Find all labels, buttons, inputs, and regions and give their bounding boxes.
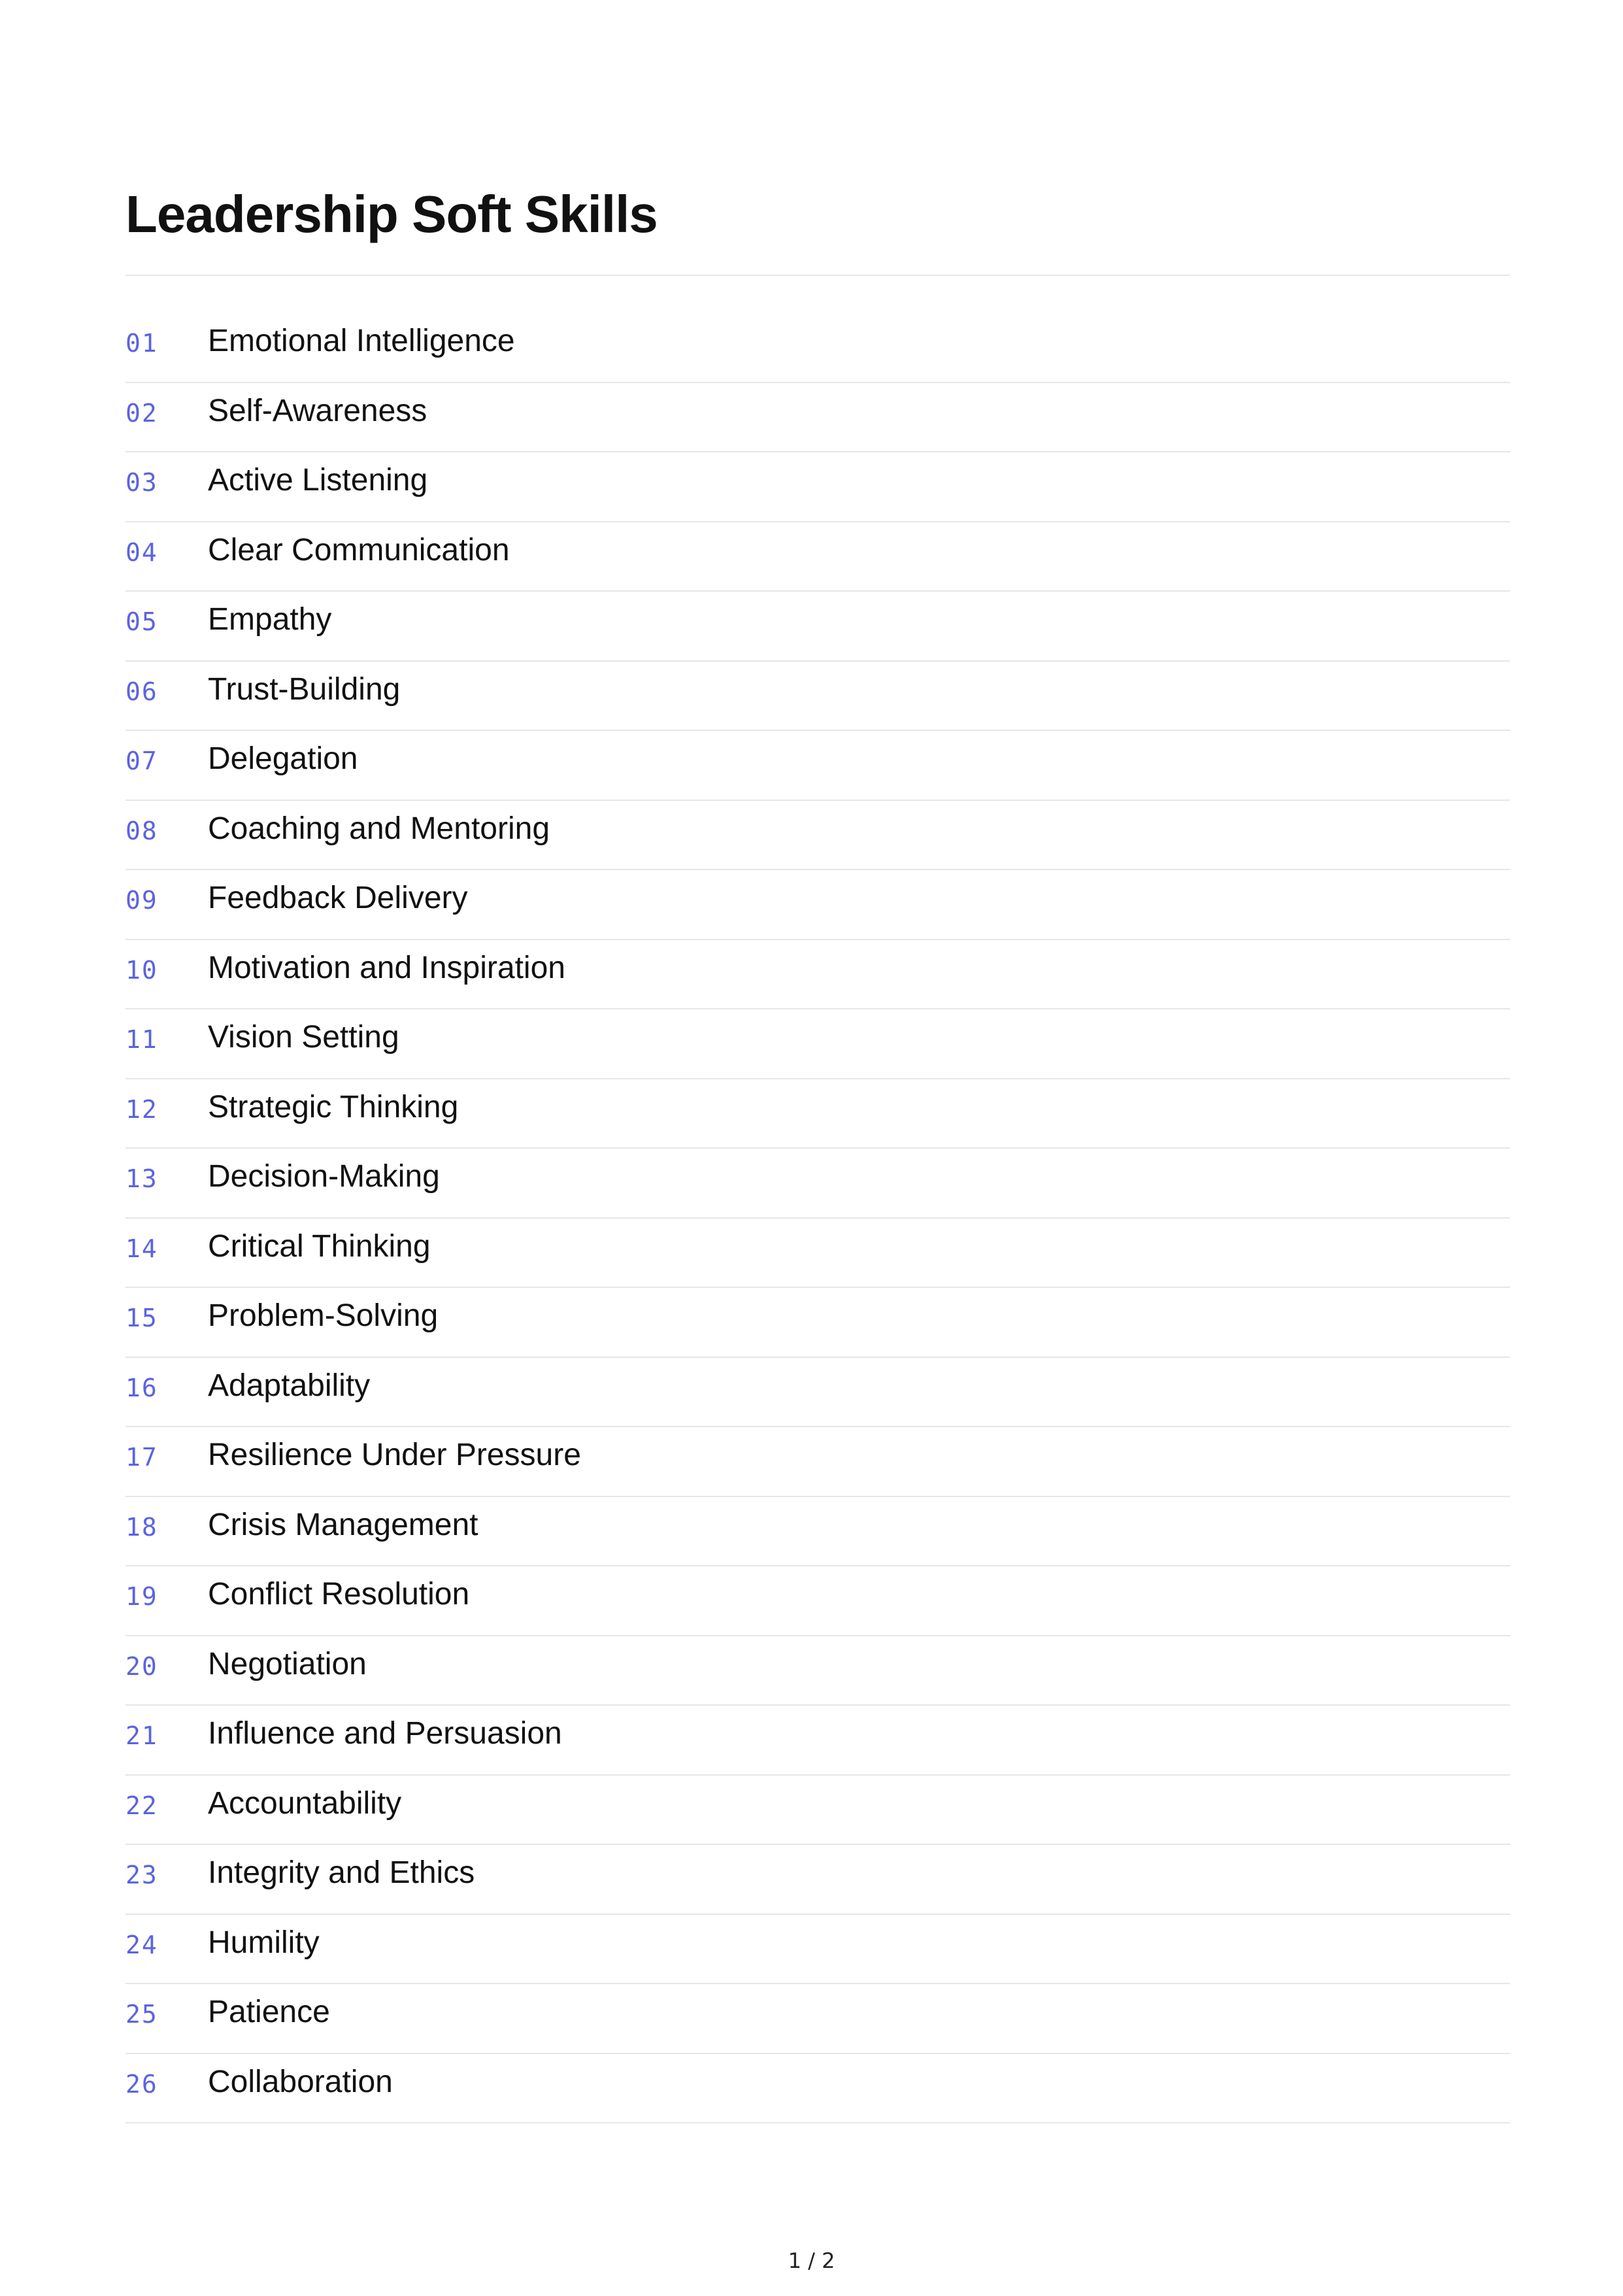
item-number: 16 xyxy=(125,1373,158,1402)
item-number: 04 xyxy=(125,537,158,567)
item-label: Patience xyxy=(208,1995,330,2029)
item-label: Conflict Resolution xyxy=(208,1577,470,1612)
item-number: 18 xyxy=(125,1512,158,1542)
item-label: Emotional Intelligence xyxy=(208,324,515,358)
list-item xyxy=(125,1149,1510,1219)
page-number: 1 / 2 xyxy=(788,2248,835,2273)
item-number: 24 xyxy=(125,1930,158,1959)
page-title: Leadership Soft Skills xyxy=(125,185,658,243)
item-label: Integrity and Ethics xyxy=(208,1855,475,1890)
item-label: Self-Awareness xyxy=(208,393,427,428)
item-label: Crisis Management xyxy=(208,1507,478,1542)
item-number: 03 xyxy=(125,468,158,497)
item-number: 25 xyxy=(125,2000,158,2029)
item-number: 08 xyxy=(125,816,158,845)
list-item xyxy=(125,1219,1510,1289)
list-item xyxy=(125,1497,1510,1567)
item-label: Motivation and Inspiration xyxy=(208,950,565,985)
item-number: 09 xyxy=(125,886,158,915)
item-number: 23 xyxy=(125,1861,158,1889)
item-number: 21 xyxy=(125,1721,158,1750)
item-label: Active Listening xyxy=(208,463,428,498)
item-label: Resilience Under Pressure xyxy=(208,1438,581,1472)
item-number: 05 xyxy=(125,607,158,636)
list-item xyxy=(125,383,1510,453)
item-label: Coaching and Mentoring xyxy=(208,811,550,846)
list-item xyxy=(125,801,1510,871)
list-item xyxy=(125,522,1510,592)
list-item xyxy=(125,731,1510,801)
list-item xyxy=(125,1915,1510,1985)
list-item xyxy=(125,1845,1510,1915)
item-label: Collaboration xyxy=(208,2064,393,2099)
item-number: 13 xyxy=(125,1164,158,1193)
list-item xyxy=(125,870,1510,940)
item-number: 01 xyxy=(125,329,158,358)
item-number: 12 xyxy=(125,1094,158,1124)
item-label: Humility xyxy=(208,1925,320,1960)
list-item xyxy=(125,1358,1510,1428)
item-number: 07 xyxy=(125,747,158,775)
item-number: 19 xyxy=(125,1582,158,1611)
item-label: Negotiation xyxy=(208,1646,367,1681)
list-item xyxy=(125,1706,1510,1776)
item-label: Decision-Making xyxy=(208,1159,440,1194)
item-label: Vision Setting xyxy=(208,1020,399,1055)
item-number: 14 xyxy=(125,1234,158,1263)
item-number: 15 xyxy=(125,1304,158,1332)
list-item xyxy=(125,1009,1510,1079)
list-item xyxy=(125,1636,1510,1706)
item-number: 20 xyxy=(125,1651,158,1681)
list-item xyxy=(125,1427,1510,1497)
item-label: Accountability xyxy=(208,1785,402,1821)
item-number: 11 xyxy=(125,1025,158,1054)
item-number: 10 xyxy=(125,955,158,985)
item-label: Feedback Delivery xyxy=(208,881,468,915)
item-label: Clear Communication xyxy=(208,532,510,567)
item-label: Strategic Thinking xyxy=(208,1089,459,1124)
list-item xyxy=(125,1566,1510,1636)
item-label: Empathy xyxy=(208,602,332,637)
list-item xyxy=(125,313,1510,383)
list-item xyxy=(125,1079,1510,1149)
item-number: 26 xyxy=(125,2069,158,2099)
item-number: 06 xyxy=(125,677,158,706)
item-number: 02 xyxy=(125,398,158,428)
item-label: Delegation xyxy=(208,741,358,776)
list-item xyxy=(125,940,1510,1010)
list-item xyxy=(125,592,1510,662)
item-number: 22 xyxy=(125,1791,158,1820)
item-number: 17 xyxy=(125,1443,158,1472)
item-label: Adaptability xyxy=(208,1368,371,1403)
list-item xyxy=(125,452,1510,522)
item-label: Influence and Persuasion xyxy=(208,1716,562,1751)
list-item xyxy=(125,1984,1510,2054)
list-item xyxy=(125,1288,1510,1358)
title-divider xyxy=(125,275,1510,276)
list-item xyxy=(125,1776,1510,1846)
skills-list xyxy=(125,313,1510,2123)
list-item xyxy=(125,2054,1510,2124)
list-item xyxy=(125,662,1510,732)
item-label: Trust-Building xyxy=(208,671,401,707)
item-label: Problem-Solving xyxy=(208,1298,439,1333)
item-label: Critical Thinking xyxy=(208,1228,431,1264)
